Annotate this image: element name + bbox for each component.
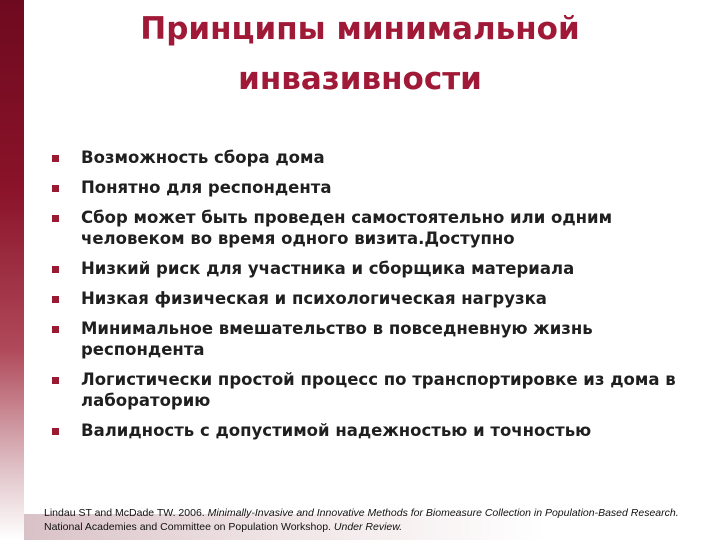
bullet-item bbox=[52, 318, 692, 360]
bullet-text: Низкий риск для участника и сборщика материала bbox=[81, 259, 575, 278]
square-bullet-icon bbox=[52, 185, 59, 192]
square-bullet-icon bbox=[52, 428, 59, 435]
square-bullet-icon bbox=[52, 215, 59, 222]
bullet-item bbox=[52, 258, 692, 279]
bullet-text: Низкая физическая и психологическая нагрузка bbox=[81, 289, 547, 308]
bullet-text: Сбор может быть проведен самостоятельно или одним человеком во время одного визита.Доступно bbox=[81, 208, 613, 248]
citation-title: Minimally-Invasive and Innovative Methods for Biomeasure Collection in Population-Based Research. bbox=[207, 507, 679, 519]
slide-title bbox=[40, 4, 680, 104]
citation-authors: Lindau ST and McDade TW. 2006. bbox=[44, 507, 205, 519]
square-bullet-icon bbox=[52, 377, 59, 384]
citation bbox=[44, 506, 704, 534]
bullet-text: Минимальное вмешательство в повседневную жизнь респондента bbox=[81, 319, 593, 359]
bullet-item bbox=[52, 369, 692, 411]
square-bullet-icon bbox=[52, 326, 59, 333]
citation-status: Under Review. bbox=[333, 521, 403, 533]
bullet-text: Валидность с допустимой надежностью и точностью bbox=[81, 421, 592, 440]
bullet-item bbox=[52, 288, 692, 309]
bullet-text: Понятно для респондента bbox=[81, 178, 332, 197]
bullet-item bbox=[52, 177, 692, 198]
bullet-item bbox=[52, 207, 692, 249]
slide-title-line-1: Принципы минимальной bbox=[140, 11, 580, 47]
bullet-item bbox=[52, 147, 692, 168]
bullet-text: Возможность сбора дома bbox=[81, 148, 325, 167]
square-bullet-icon bbox=[52, 155, 59, 162]
left-decorative-bar bbox=[0, 0, 24, 540]
citation-publisher: National Academies and Committee on Population Workshop. bbox=[44, 521, 331, 533]
slide-title-line-2: инвазивности bbox=[238, 61, 482, 97]
bullet-text: Логистически простой процесс по транспортировке из дома в лабораторию bbox=[81, 370, 676, 410]
bullet-item bbox=[52, 420, 692, 441]
bullet-list bbox=[52, 147, 692, 450]
square-bullet-icon bbox=[52, 266, 59, 273]
square-bullet-icon bbox=[52, 296, 59, 303]
